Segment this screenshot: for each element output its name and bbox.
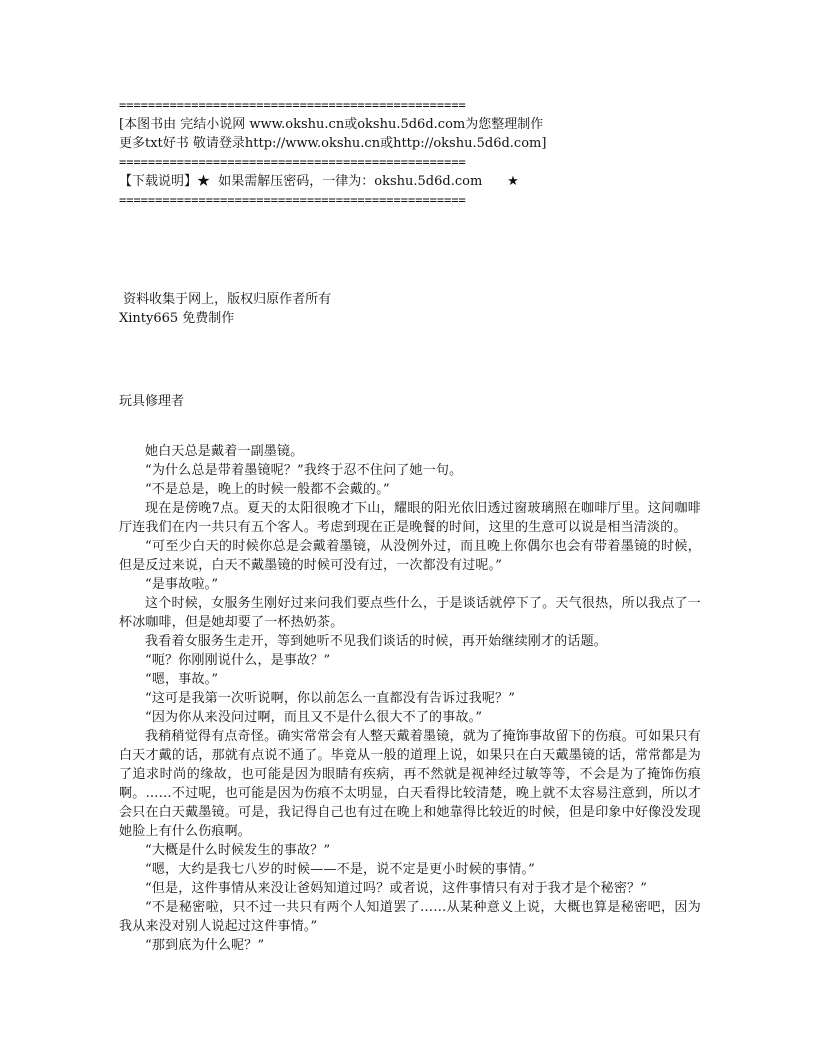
paragraph: “但是，这件事情从来没让爸妈知道过吗？或者说，这件事情只有对于我才是个秘密？”	[145, 881, 648, 896]
paragraph: 现在是傍晚7点。夏天的太阳很晚才下山，耀眼的阳光依旧透过窗玻璃照在咖啡厅里。这间咖啡厅连我们在内一共只有五个客人。考虑到现在正是晚餐的时间，这里的生意可以说是相当清淡的。	[119, 501, 701, 535]
download-note: 【下载说明】★ 如果需解压密码，一律为：okshu.5d6d.com ★	[119, 174, 519, 189]
paragraph: 这个时候，女服务生刚好过来问我们要点些什么，于是谈话就停下了。天气很热，所以我点了一杯冰咖啡，但是她却要了一杯热奶茶。	[119, 596, 701, 630]
paragraph: 我稍稍觉得有点奇怪。确实常常会有人整天戴着墨镜，就为了掩饰事故留下的伤痕。可如果只有白天才戴的话，那就有点说不通了。毕竟从一般的道理上说，如果只在白天戴墨镜的话，常常都是为了追求时尚的缘故，也可能是因为眼睛有疾病，再不然就是视神经过敏等等，不会是为了掩饰伤痕啊。……不过呢，也可能是因为伤痕不太明显，白天看得比较清楚，晚上就不太容易注意到，所以才会只在白天戴墨镜。可是，我记得自己也有过在晚上和她靠得比较近的时候，但是印象中好像没发现她脸上有什么伤痕啊。	[119, 729, 701, 839]
paragraph: 我看着女服务生走开，等到她听不见我们谈话的时候，再开始继续刚才的话题。	[145, 634, 608, 649]
paragraph: 她白天总是戴着一副墨镜。	[145, 444, 304, 459]
paragraph: “这可是我第一次听说啊，你以前怎么一直都没有告诉过我呢？”	[145, 691, 516, 706]
paragraph: “那到底为什么呢？”	[145, 938, 265, 953]
paragraph: “大概是什么时候发生的事故？”	[145, 843, 331, 858]
paragraph: “不是总是，晚上的时候一般都不会戴的。”	[145, 482, 390, 497]
header-rule-top: ================================================	[119, 98, 466, 112]
paragraph: “嗯，事故。”	[145, 672, 219, 687]
paragraph: “可至少白天的时候你总是会戴着墨镜，从没例外过，而且晚上你偶尔也会有带着墨镜的时候，但是反过来说，白天不戴墨镜的时候可没有过，一次都没有过呢。”	[119, 539, 701, 573]
document-page	[119, 96, 701, 955]
header-line-2: 更多txt好书 敬请登录http://www.okshu.cn或http://okshu.5d6d.com]	[119, 136, 547, 151]
header-line-1: [本图书由 完结小说网 www.okshu.cn或okshu.5d6d.com为您整理制作	[119, 117, 544, 132]
paragraph: “不是秘密啦，只不过一共只有两个人知道罢了……从某种意义上说，大概也算是秘密吧，因为我从来没对别人说起过这件事情。”	[119, 900, 701, 934]
header-rule-middle: ================================================	[119, 155, 466, 169]
story-title: 玩具修理者	[119, 394, 185, 409]
credits-line-2: Xinty665 免费制作	[119, 311, 235, 326]
paragraph: “呃？你刚刚说什么，是事故？”	[145, 653, 331, 668]
paragraph: “是事故啦。”	[145, 577, 219, 592]
spacer	[119, 210, 701, 290]
spacer	[119, 426, 701, 442]
spacer	[119, 328, 701, 392]
paragraph: “嗯，大约是我七八岁的时候——不是，说不定是更小时候的事情。”	[145, 862, 535, 877]
credits-line-1: 资料收集于网上，版权归原作者所有	[119, 292, 332, 307]
paragraph: “为什么总是带着墨镜呢？”我终于忍不住问了她一句。	[145, 463, 463, 478]
header-rule-bottom: ================================================	[119, 193, 466, 207]
story-body	[119, 442, 701, 955]
paragraph: “因为你从来没问过啊，而且又不是什么很大不了的事故。”	[145, 710, 483, 725]
